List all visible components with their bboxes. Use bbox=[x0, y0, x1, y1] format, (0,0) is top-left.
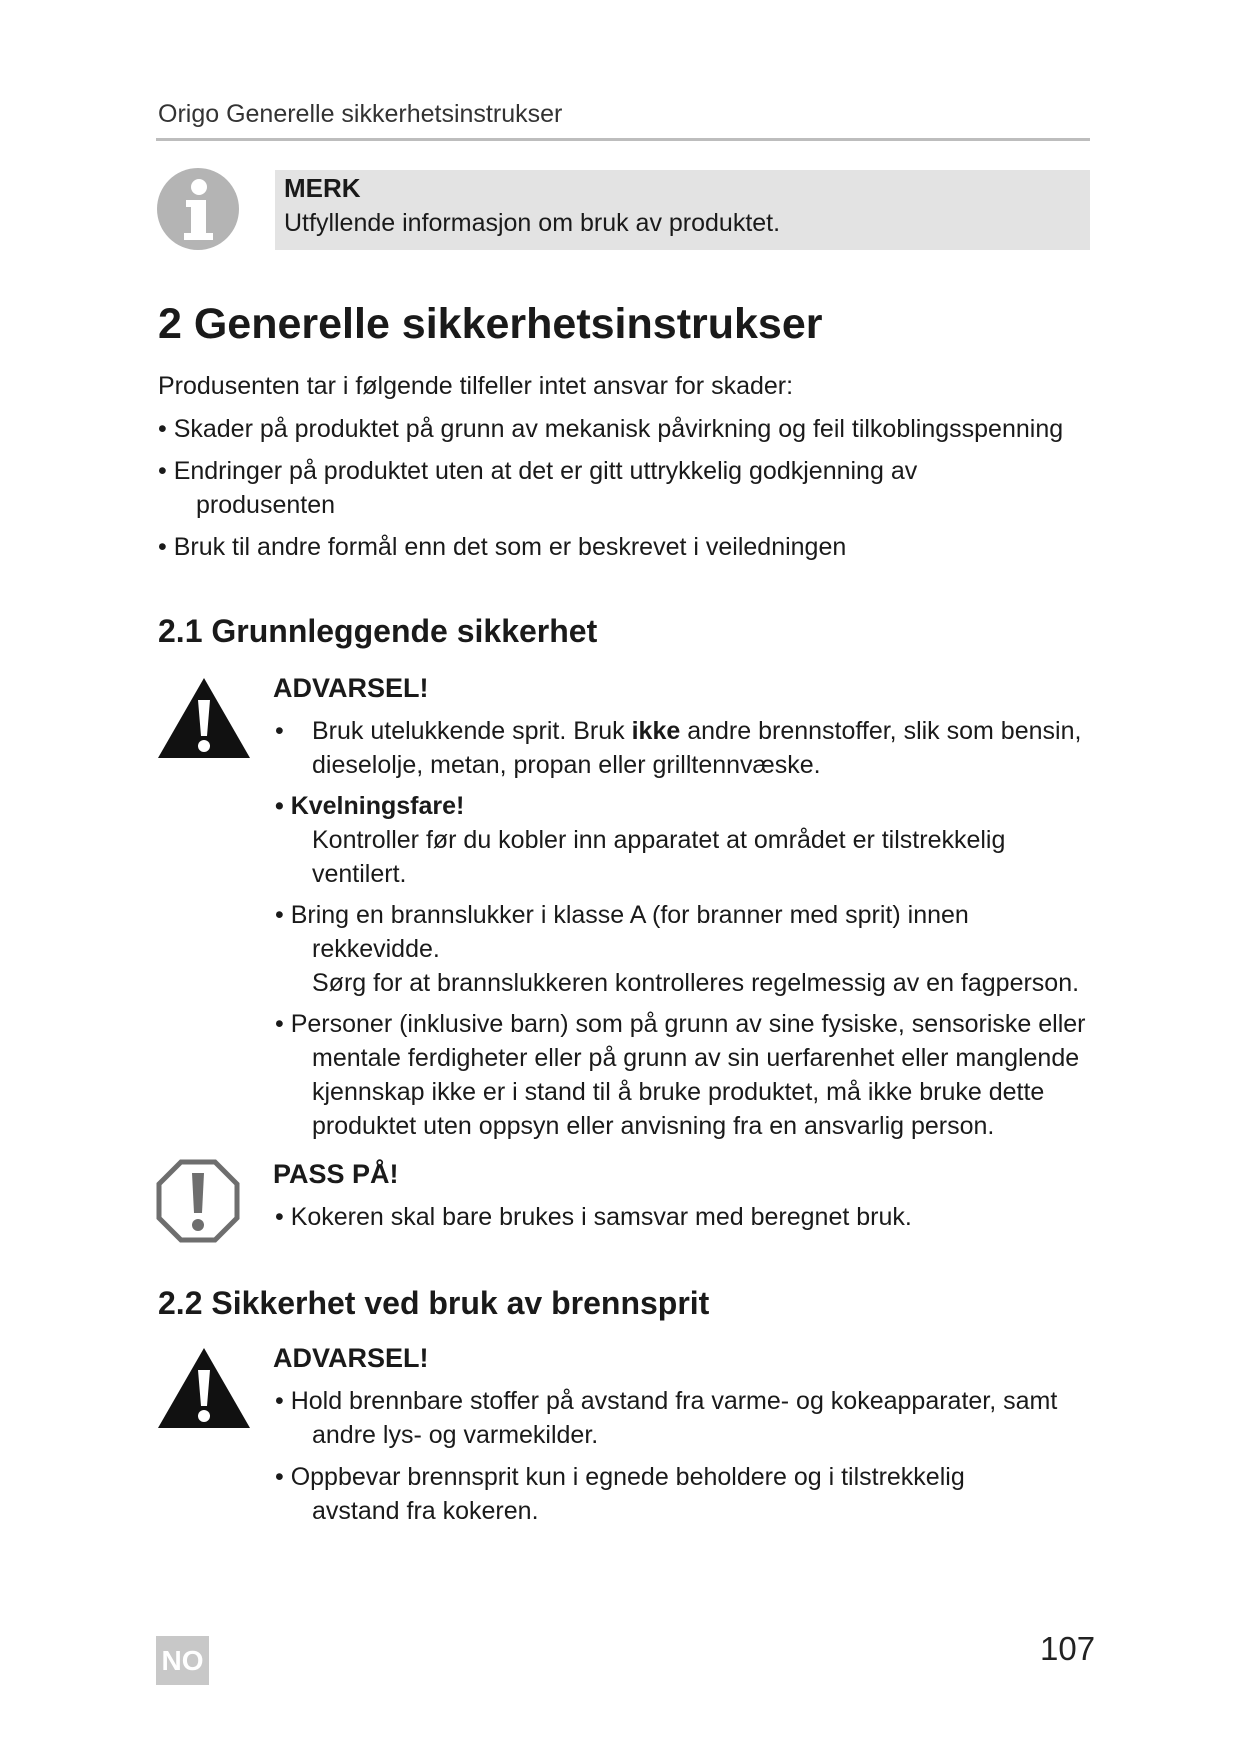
warning-item: • Personer (inklusive barn) som på grunn av sine fysiske, sensoriske eller bbox=[275, 1010, 1086, 1038]
list-item: • Skader på produktet på grunn av mekanisk påvirkning og feil tilkoblingsspenning bbox=[158, 415, 1064, 443]
language-tab: NO bbox=[156, 1636, 209, 1685]
page-number: 107 bbox=[1040, 1630, 1096, 1667]
warning-item: • Hold brennbare stoffer på avstand fra varme- og kokeapparater, samt bbox=[275, 1387, 1058, 1415]
list-item-continuation: produsenten bbox=[196, 491, 336, 519]
caution-title: PASS PÅ! bbox=[273, 1159, 399, 1189]
warning-item-continuation: avstand fra kokeren. bbox=[312, 1497, 539, 1525]
warning-triangle-icon bbox=[156, 1346, 252, 1430]
warning-item-continuation: dieselolje, metan, propan eller grilltennvæske. bbox=[312, 751, 821, 779]
warning-item-title: • Kvelningsfare! bbox=[275, 792, 465, 820]
warning-item bbox=[312, 714, 1081, 748]
warning-item: • Oppbevar brennsprit kun i egnede beholdere og i tilstrekkelig bbox=[275, 1463, 965, 1491]
warning-item-continuation: ventilert. bbox=[312, 860, 407, 888]
caution-item: • Kokeren skal bare brukes i samsvar med beregnet bruk. bbox=[275, 1203, 912, 1231]
note-title: MERK bbox=[284, 173, 361, 203]
warning-triangle-icon bbox=[156, 676, 252, 760]
warning-item-continuation: Sørg for at brannslukkeren kontrolleres regelmessig av en fagperson. bbox=[312, 969, 1080, 997]
warning-item-continuation: produktet uten oppsyn eller anvisning fra en ansvarlig person. bbox=[312, 1112, 995, 1140]
emphasis-text: ikke bbox=[631, 717, 681, 745]
warning-item-continuation: rekkevidde. bbox=[312, 935, 440, 963]
bullet-marker: • bbox=[275, 717, 284, 745]
warning-item-text: Kontroller før du kobler inn apparatet at området er tilstrekkelig bbox=[312, 826, 1006, 854]
warning-item-continuation: kjennskap ikke er i stand til å bruke produktet, må ikke bruke dette bbox=[312, 1078, 1045, 1106]
warning-item: • Bring en brannslukker i klasse A (for branner med sprit) innen bbox=[275, 901, 969, 929]
subsection-heading: 2.1 Grunnleggende sikkerhet bbox=[158, 613, 598, 649]
list-item: • Endringer på produktet uten at det er gitt uttrykkelig godkjenning av bbox=[158, 457, 918, 485]
list-item: • Bruk til andre formål enn det som er beskrevet i veiledningen bbox=[158, 533, 847, 561]
caution-octagon-icon bbox=[156, 1159, 240, 1243]
note-text: Utfyllende informasjon om bruk av produktet. bbox=[284, 209, 781, 237]
warning-item-text: Bruk utelukkende sprit. Bruk bbox=[312, 717, 632, 745]
warning-title: ADVARSEL! bbox=[273, 1343, 429, 1373]
warning-item-continuation: mentale ferdigheter eller på grunn av sin uerfarenhet eller manglende bbox=[312, 1044, 1080, 1072]
warning-item-continuation: andre lys- og varmekilder. bbox=[312, 1421, 599, 1449]
section-intro: Produsenten tar i følgende tilfeller intet ansvar for skader: bbox=[158, 372, 794, 400]
warning-title: ADVARSEL! bbox=[273, 673, 429, 703]
info-icon bbox=[156, 167, 240, 251]
warning-item-text: andre brennstoffer, slik som bensin, bbox=[680, 717, 1082, 745]
header-divider bbox=[156, 138, 1090, 141]
section-heading: 2 Generelle sikkerhetsinstrukser bbox=[158, 300, 823, 348]
subsection-heading: 2.2 Sikkerhet ved bruk av brennsprit bbox=[158, 1285, 710, 1321]
running-header: Origo Generelle sikkerhetsinstrukser bbox=[158, 100, 563, 128]
